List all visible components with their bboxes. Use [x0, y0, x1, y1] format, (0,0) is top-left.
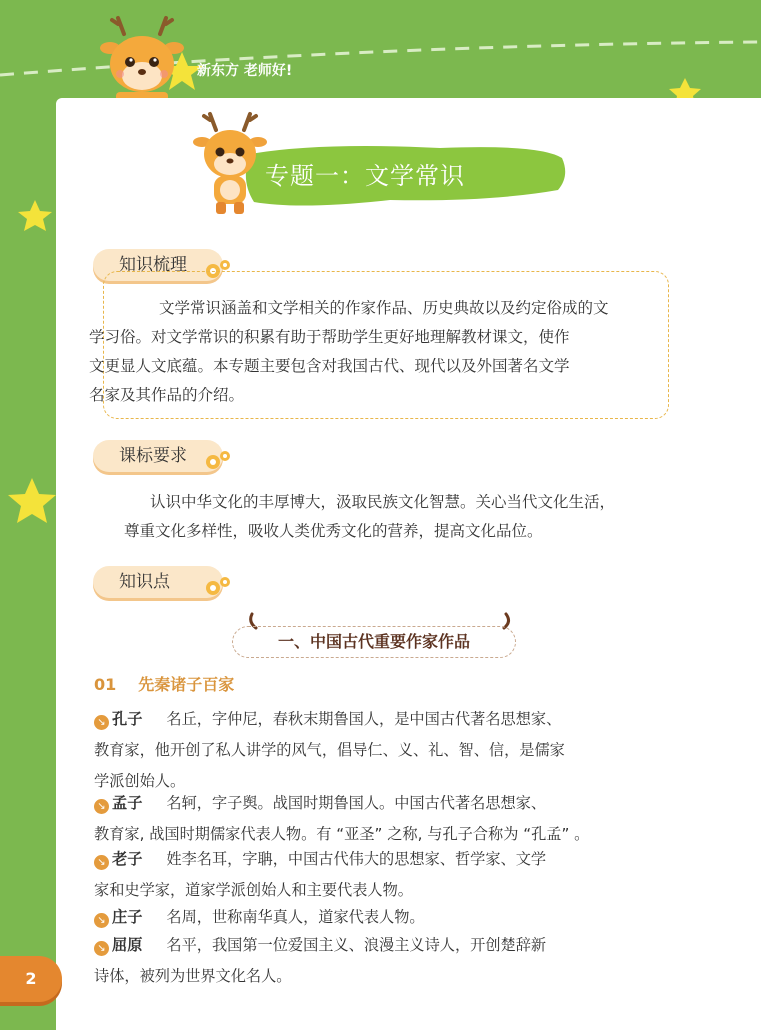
arrow-badge-icon: ↘	[94, 941, 109, 956]
overview-paragraph: 文学常识涵盖和文学相关的作家作品、历史典故以及约定俗成的文 学习俗。对文学常识的积累有助于帮助学生更好地理解教材课文，使作 文更显人文底蕴。本专题主要包含对我国古代、现代以及外国著名文学 名家及其作品的介绍。	[89, 299, 609, 404]
section-tag-label: 知识梳理	[119, 255, 187, 275]
list-item: ↘ 屈原 名平，我国第一位爱国主义、浪漫主义诗人，开创楚辞新 诗体，被列为世界文化名人。	[94, 936, 547, 985]
deer-mascot-icon	[96, 12, 188, 104]
requirements-line-2: 尊重文化多样性，吸收人类优秀文化的营养，提高文化品位。	[124, 522, 543, 540]
section-tag-label: 知识点	[119, 572, 170, 592]
star-icon	[8, 478, 56, 523]
flower-icon	[203, 574, 233, 598]
entry-name: 老子	[112, 850, 143, 868]
brand-label: 新东方 老师好!	[197, 63, 293, 79]
entry-name: 庄子	[112, 908, 143, 926]
subsection-title: 先秦诸子百家	[138, 675, 235, 694]
section-tag-requirements	[93, 440, 223, 472]
list-item: ↘ 孔子 名丘，字仲尼，春秋末期鲁国人，是中国古代著名思想家、 教育家，他开创了私人讲学的风气，倡导仁、义、礼、智、信，是儒家 学派创始人。	[94, 710, 565, 790]
subsection-number: 01	[94, 675, 117, 694]
list-item: ↘ 孟子 名轲，字子舆。战国时期鲁国人。中国古代著名思想家、 教育家, 战国时期儒家代表人物。有 “亚圣” 之称, 与孔子合称为 “孔孟” 。	[94, 794, 590, 843]
page-title: 专题一：文学常识	[265, 162, 465, 190]
list-item: ↘ 老子 姓李名耳，字聃，中国古代伟大的思想家、哲学家、文学 家和史学家，道家学派创始人和主要代表人物。	[94, 850, 547, 899]
list-item: ↘ 庄子 名周，世称南华真人，道家代表人物。	[94, 902, 634, 933]
requirements-line-1: 认识中华文化的丰厚博大，汲取民族文化智慧。关心当代文化生活，	[150, 493, 616, 511]
section-tag-points	[93, 566, 223, 598]
section-tag-label: 课标要求	[119, 446, 187, 466]
star-icon	[18, 200, 52, 231]
section-heading: 一、中国古代重要作家作品	[232, 626, 516, 658]
deer-mascot-standing-icon	[190, 110, 270, 216]
page-number: 2	[0, 956, 62, 1002]
entry-name: 孔子	[112, 710, 143, 728]
arrow-badge-icon: ↘	[94, 855, 109, 870]
arrow-badge-icon: ↘	[94, 913, 109, 928]
arrow-badge-icon: ↘	[94, 715, 109, 730]
arrow-badge-icon: ↘	[94, 799, 109, 814]
subsection-heading	[94, 672, 234, 695]
flower-icon	[203, 448, 233, 472]
entry-name: 屈原	[112, 936, 143, 954]
entry-name: 孟子	[112, 794, 143, 812]
